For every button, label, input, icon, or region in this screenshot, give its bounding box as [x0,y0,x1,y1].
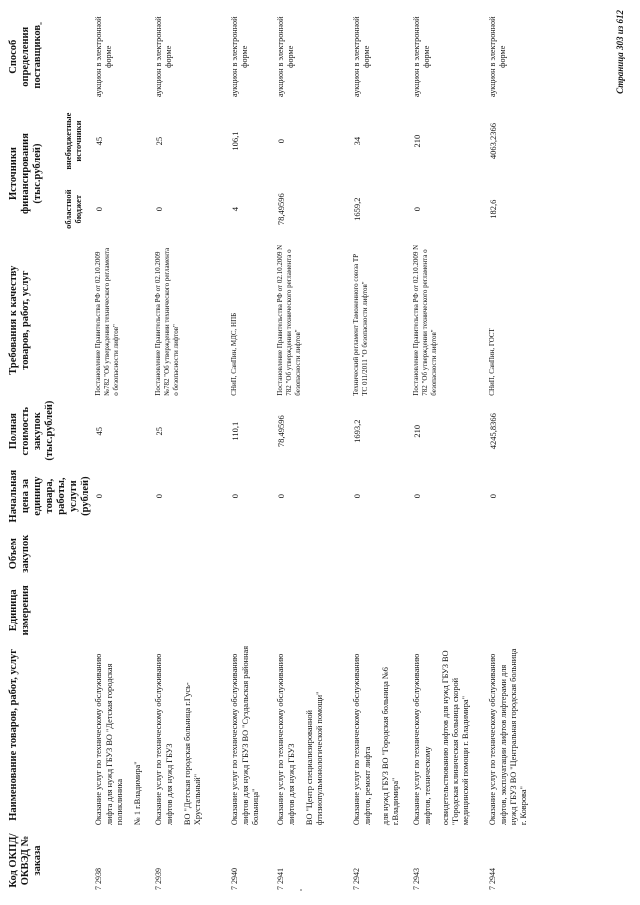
regional-budget-cell: 4 [230,207,241,212]
page-number: Страница 303 из 612 [615,10,625,94]
order-number: 7 2939 [154,868,164,890]
requirements-cell: Постановление Правительства РФ от 02.10.2009 №782 "Об утверждении технического регламента о безопасности лифтов" [94,247,120,396]
external-sources-cell: 45 [94,136,105,146]
item-name-part: Оказание услуг по техническому обслуживанию лифтов, техническому [412,653,432,826]
external-sources-cell: 106,1 [230,131,241,151]
total-cost-cell: 4245,8366 [488,413,499,450]
header-unit: Единица измерения [8,585,32,636]
total-cost-cell: 210 [412,424,423,438]
external-sources-cell: 4063,2366 [488,123,499,160]
item-name-part: Оказание услуг по техническому обслуживанию лифтов для нужд ГБУЗ [276,653,296,826]
regional-budget-cell: 0 [154,207,165,212]
procurement-method-cell: аукцион в электронной форме [230,16,250,98]
header-financing: Источники финансирования (тыс.рублей) [8,133,44,215]
volume-cell [487,529,557,579]
unit-cell [487,579,557,642]
unit-price-cell: 0 [412,493,423,499]
unit-cell [93,579,153,642]
header-unit-price: Начальная цена за единицу товара, работы, услуги (рублей) [8,469,92,523]
order-number: 7 2938 [94,868,104,890]
volume-cell [153,529,229,579]
unit-price-cell: 0 [276,493,287,499]
unit-price-cell: 0 [352,493,363,499]
header-total-cost: Полная стоимость закупок (тыс.рублей) [8,400,56,461]
total-cost-cell: 45 [94,426,105,436]
procurement-method-cell: аукцион в электронной форме [94,16,114,98]
header-volume: Объем закупок [8,534,32,573]
table-row [411,8,487,893]
order-number: 7 2940 [230,868,240,890]
item-name-part: Оказание услуг по техническому обслуживанию лифта для нужд ГБУЗ ВО "Детская городская поликлиника [94,653,124,826]
volume-cell [351,529,411,579]
regional-budget-cell: 78,49596 [276,193,287,226]
total-cost-cell: 1693,2 [352,419,363,443]
item-name-part: Оказание услуг по техническому обслуживанию лифтов, ремонт лифта [352,653,372,826]
volume-cell [229,529,275,579]
item-name [351,642,411,828]
unit-price-cell: 0 [94,493,105,499]
volume-cell [275,529,351,579]
volume-cell [411,529,487,579]
procurement-method-cell: аукцион в электронной форме [412,16,432,98]
header-financing-external: внебюджетные источники [62,112,83,170]
requirements-cell: Постановление Правительства РФ от 02.10.2009 N 782 "Об утверждении технического регламента о безопасности лифтов" [276,244,302,396]
table-header-row [4,8,62,893]
item-name-part: Оказание услуг по техническому обслуживанию лифтов для нужд ГБУЗ [154,653,174,826]
item-name-part: № 1 г.Владимира" [132,761,142,826]
item-name [229,642,275,828]
volume-cell [93,529,153,579]
header-code: Код ОКПД/ ОКВЭД № заказа [8,833,44,888]
scan-speck [40,22,42,25]
item-name [487,642,557,828]
total-cost-cell: 78,49596 [276,415,287,448]
external-sources-cell: 25 [154,136,165,146]
item-name-part: для нужд ГБУЗ ВО "Городская больница №6 г.Владимира" [380,667,400,826]
regional-budget-cell: 0 [94,207,105,212]
unit-cell [153,579,229,642]
unit-price-cell: 0 [488,493,499,499]
regional-budget-cell: 0 [412,207,423,212]
header-name: Наименование товаров, работ, услуг [8,649,19,821]
procurement-method-cell: аукцион в электронной форме [154,16,174,98]
item-name [275,642,351,828]
order-number: 7 2944 [488,868,498,890]
requirements-cell: Постановление Правительства РФ от 02.10.2009 №782 "Об утверждении технического регламента о безопасности лифтов" [154,247,180,396]
total-cost-cell: 25 [154,426,165,436]
unit-cell [229,579,275,642]
unit-price-cell: 0 [154,493,165,499]
item-name [153,642,229,828]
total-cost-cell: 110,1 [230,421,241,441]
header-financing-regional: областной бюджет [62,189,83,229]
order-number: 7 2942 [352,868,362,890]
table-row [153,8,229,893]
unit-price-cell: 0 [230,493,241,499]
requirements-cell: Постановление Правительства РФ от 02.10.2009 N 782 "Об утверждении технического регламента о безопасности лифтов" [412,244,438,396]
procurement-plan-table [4,8,557,893]
header-method: Способ определения поставщиков [8,24,44,89]
item-name-part: ВО "Центр специализированной фтизиопульмонологической помощи" [304,691,324,826]
table-row [275,8,351,893]
regional-budget-cell: 1659,2 [352,197,363,221]
item-name [93,642,153,828]
procurement-method-cell: аукцион в электронной форме [488,16,508,98]
item-name [411,642,487,828]
order-number: 7 2943 [412,868,422,890]
unit-cell [411,579,487,642]
header-requirements: Требования к качеству товаров, работ, услуг [8,265,32,375]
order-number: 7 2941 [276,868,286,890]
procurement-method-cell: аукцион в электронной форме [352,16,372,98]
table-row [93,8,153,893]
unit-cell [351,579,411,642]
table-row [487,8,557,893]
item-name-part: ВО "Детская городская больница г.Гусь-Хрустальный" [182,682,202,826]
item-name-part: Оказание услуг по техническому обслуживанию лифтов, эксплуатации лифтов лифтерами для нужд ГБУЗ ВО "Центральная городская больница г. Коврова" [488,648,528,826]
procurement-method-cell: аукцион в электронной форме [276,16,296,98]
external-sources-cell: 34 [352,136,363,146]
requirements-cell: СНиП, СанПин, МДС, НПБ [230,312,239,396]
item-name-part: освидетельствованию лифтов для нужд ГБУЗ ВО "Городская клиническая больница скорой медицинской помощи г. Владимира" [440,650,470,826]
external-sources-cell: 0 [276,138,287,144]
table-row [351,8,411,893]
scan-speck [300,889,302,891]
unit-cell [275,579,351,642]
table-row [229,8,275,893]
requirements-cell: СНиП, СанПин, ГОСТ [488,328,497,396]
requirements-cell: Технический регламент Таможенного союза ТР ТС 011/2011 "О безопасности лифтов" [352,253,369,396]
regional-budget-cell: 182,6 [488,199,499,219]
item-name-part: Оказание услуг по техническому обслуживанию лифтов для нужд ГБУЗ ВО "Суздальская районная больница" [230,645,260,826]
external-sources-cell: 210 [412,134,423,148]
